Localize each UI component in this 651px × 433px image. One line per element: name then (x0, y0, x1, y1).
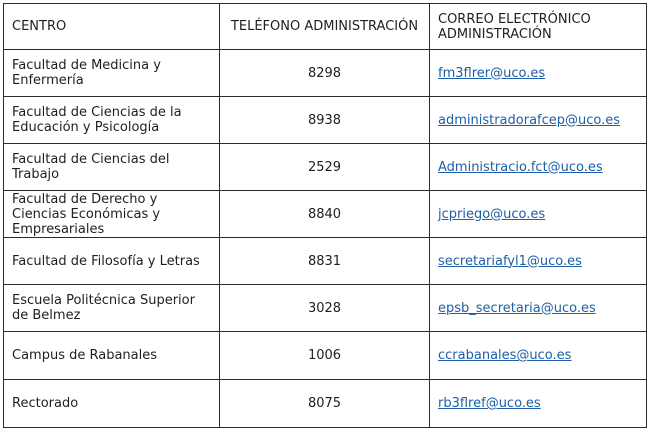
email-link[interactable]: epsb_secretaria@uco.es (438, 300, 596, 316)
telefono-cell: 8831 (220, 238, 430, 285)
table-row (4, 380, 647, 428)
header-centro: CENTRO (4, 4, 220, 50)
email-link[interactable]: administradorafcep@uco.es (438, 112, 621, 128)
correo-cell (430, 285, 647, 332)
email-link[interactable]: jcpriego@uco.es (438, 206, 546, 222)
centro-cell: Rectorado (4, 380, 220, 428)
telefono-cell: 8075 (220, 380, 430, 428)
header-telefono: TELÉFONO ADMINISTRACIÓN (220, 4, 430, 50)
correo-cell (430, 144, 647, 191)
email-link[interactable]: fm3flrer@uco.es (438, 65, 546, 81)
table-row (4, 144, 647, 191)
table-row (4, 97, 647, 144)
centro-cell: Campus de Rabanales (4, 332, 220, 380)
centro-cell: Facultad de Filosofía y Letras (4, 238, 220, 285)
centro-cell: Escuela Politécnica Superior de Belmez (4, 285, 220, 332)
table-row (4, 191, 647, 238)
telefono-cell: 3028 (220, 285, 430, 332)
correo-cell (430, 238, 647, 285)
telefono-cell: 8298 (220, 50, 430, 97)
administration-contacts-table (3, 3, 647, 428)
correo-cell (430, 191, 647, 238)
email-link[interactable]: rb3flref@uco.es (438, 396, 541, 411)
telefono-cell: 8938 (220, 97, 430, 144)
correo-cell (430, 50, 647, 97)
table-row (4, 332, 647, 380)
centro-cell: Facultad de Ciencias del Trabajo (4, 144, 220, 191)
centro-cell: Facultad de Derecho y Ciencias Económicas y Empresariales (4, 191, 220, 238)
table-row (4, 285, 647, 332)
email-link[interactable]: ccrabanales@uco.es (438, 348, 572, 363)
header-correo: CORREO ELECTRÓNICO ADMINISTRACIÓN (430, 4, 647, 50)
telefono-cell: 1006 (220, 332, 430, 380)
table-row (4, 50, 647, 97)
centro-cell: Facultad de Medicina y Enfermería (4, 50, 220, 97)
table-header-row (4, 4, 647, 50)
correo-cell (430, 380, 647, 428)
telefono-cell: 8840 (220, 191, 430, 238)
email-link[interactable]: secretariafyl1@uco.es (438, 253, 582, 269)
email-link[interactable]: Administracio.fct@uco.es (438, 159, 603, 175)
centro-cell: Facultad de Ciencias de la Educación y Psicología (4, 97, 220, 144)
table-row (4, 238, 647, 285)
telefono-cell: 2529 (220, 144, 430, 191)
correo-cell (430, 332, 647, 380)
correo-cell (430, 97, 647, 144)
